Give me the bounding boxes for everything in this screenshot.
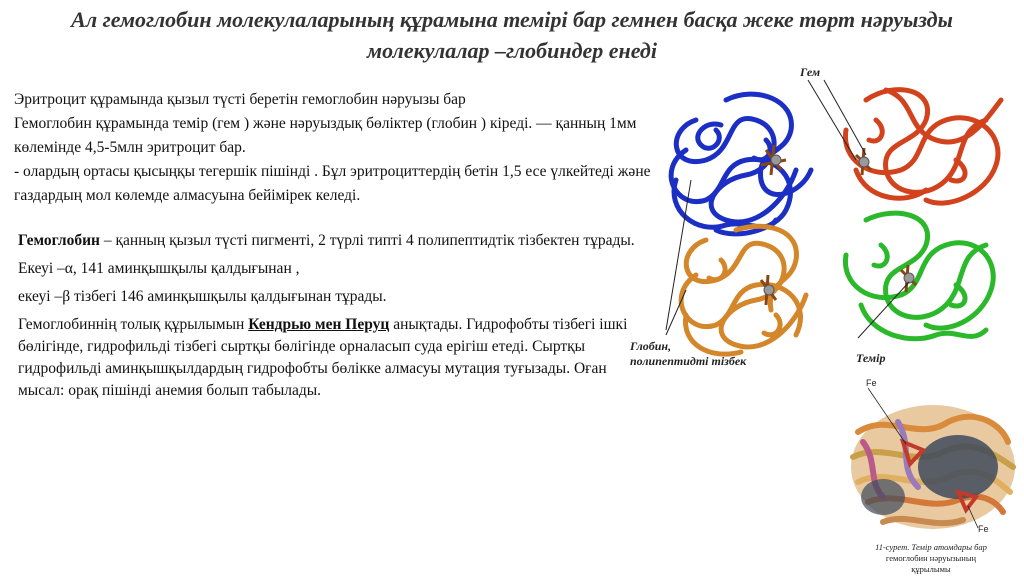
slide-title: Ал гемоглобин молекулаларының құрамына темірі бар гемнен басқа жеке төрт нәруызды молекулалар –глобиндер енеді [71, 7, 953, 63]
label-fe-top: Fe [866, 378, 877, 388]
caption-line-3: құрылымы [911, 564, 951, 574]
scientists-link[interactable]: Кендрью мен Перуц [248, 316, 390, 333]
beta-chain-text: екеуі –β тізбегі 146 аминқышқылы қалдығынан тұрады. [18, 288, 387, 305]
structure-pre: Гемоглобиннің толық құрылымын [18, 316, 249, 333]
green-globin-chain [845, 213, 993, 339]
orange-globin-chain [681, 226, 806, 354]
label-fe-bottom: Fe [978, 524, 989, 534]
label-globin-1: Глобин, [630, 339, 672, 353]
red-globin-chain [845, 90, 1001, 203]
intro-line-3: - олардың ортасы қысыңқы тегершік пішінді . Бұл эритроциттердің бетін 1,5 есе үлкейтеді және газдардың мол көлемде алмасуына бейімірек келеді. [14, 163, 651, 204]
hemoglobin-term: Гемоглобин [18, 232, 100, 249]
body-paragraph [18, 230, 648, 408]
hemoglobin-def-text: – қанның қызыл түсті пигменті, 2 түрлі типті 4 полипептидтік тізбектен тұрады. [99, 232, 635, 249]
caption-line-2: гемоглобин нәруызының [885, 553, 977, 563]
label-globin-2: полипептидті тізбек [630, 354, 747, 368]
blue-globin-chain [671, 94, 811, 234]
hemoglobin-model-figure [838, 372, 1024, 576]
structure-paragraph [18, 314, 648, 402]
intro-line-1: Эритроцит құрамында қызыл түсті беретін гемоглобин нәруызы бар [14, 91, 466, 108]
label-heme: Гем [800, 65, 821, 79]
label-iron: Темір [856, 351, 886, 365]
caption-line-1: 11-сурет. Темір атомдары бар [875, 542, 987, 552]
hemoglobin-structure-figure [626, 60, 1024, 382]
structure-post: анықтады. Гидрофобты тізбегі ішкі бөлігінде, гидрофильді тізбегі сыртқы бөлігінде орналасып суда ерігіш етеді. Сыртқы гидрофильді аминқышқылдардың гидрофобты бөлікке алмасуы мутация туғызады. Оған мысал: орақ пішінді анемия болып табылады. [18, 316, 628, 399]
model-protein-body [851, 405, 1015, 529]
intro-paragraph [14, 88, 654, 208]
alpha-chain-text: Екеуі –α, 141 аминқышқылы қалдығынан , [18, 260, 300, 277]
intro-line-2: Гемоглобин құрамында темір (гем ) және нәруыздық бөліктер (глобин ) кіреді. — қанның 1мм көлемінде 4,5-5млн эритроцит бар. [14, 115, 637, 156]
hemoglobin-definition [18, 230, 648, 252]
